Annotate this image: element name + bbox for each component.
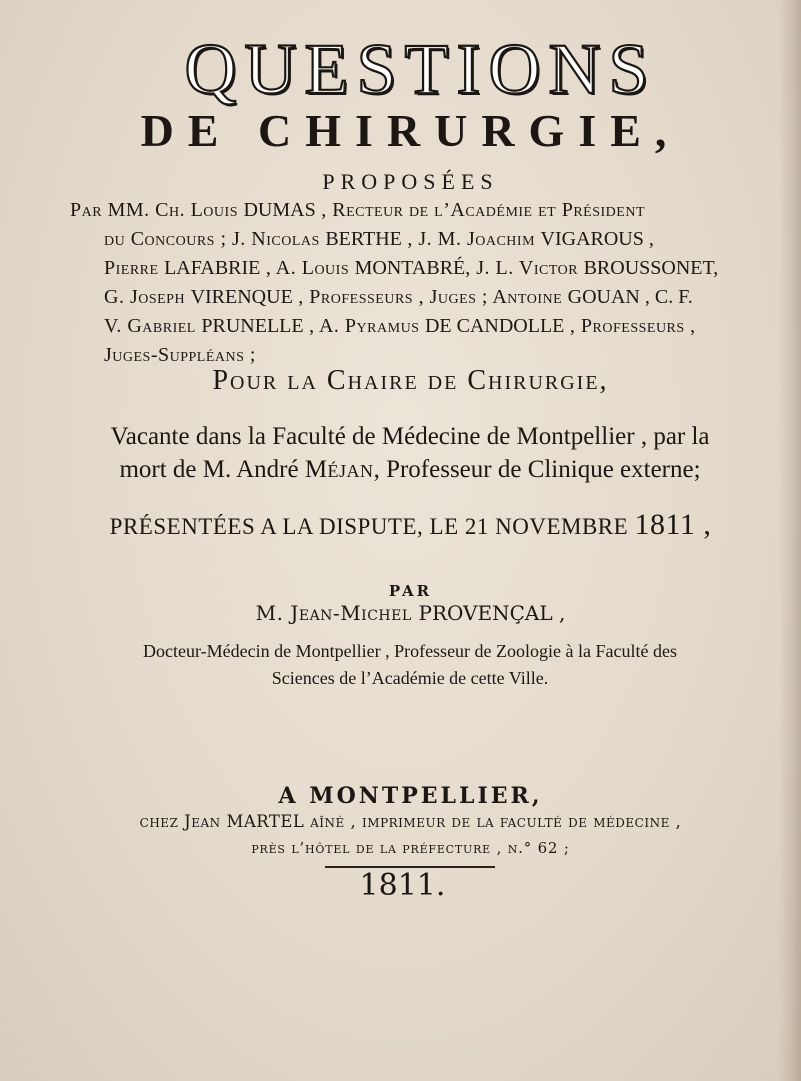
examiners-line-1: Par MM. Ch. Louis DUMAS , Recteur de l’Académie et Président: [70, 199, 645, 221]
presentation-date: PRÉSENTÉES A LA DISPUTE, LE 21 NOVEMBRE 1811 ,: [109, 508, 712, 541]
examiners-list: [70, 196, 760, 370]
credentials-line-2: Sciences de l’Académie de cette Ville.: [271, 668, 549, 688]
chaire-heading: Pour la Chaire de Chirurgie,: [212, 365, 609, 396]
proposees-heading: PROPOSÉES: [322, 169, 499, 194]
page-edge-shadow: [779, 0, 801, 1081]
examiners-line-3: Pierre LAFABRIE , A. Louis MONTABRÉ, J. L. Victor BROUSSONET,: [104, 257, 719, 279]
credentials-line-1: Docteur-Médecin de Montpellier , Professeur de Zoologie à la Faculté des: [143, 641, 677, 661]
examiners-line-4: G. Joseph VIRENQUE , Professeurs , Juges ; Antoine GOUAN , C. F.: [104, 286, 693, 308]
examiners-line-6: Juges-Suppléans ;: [104, 344, 256, 366]
printer-line: chez Jean MARTEL aîné , imprimeur de la faculté de médecine ,: [139, 812, 682, 831]
examiners-line-2: du Concours ; J. Nicolas BERTHE , J. M. Joachim VIGAROUS ,: [104, 228, 654, 250]
publication-year: 1811.: [359, 868, 446, 903]
printer-address: près l’hôtel de la préfecture , n.° 62 ;: [251, 839, 570, 857]
city-imprint: A MONTPELLIER,: [278, 783, 543, 809]
author-credentials: [60, 638, 760, 692]
subtitle: DE CHIRURGIE,: [140, 105, 681, 156]
vacancy-statement: [70, 420, 750, 486]
par-label: PAR: [388, 582, 433, 600]
vacancy-line-1: Vacante dans la Faculté de Médecine de Montpellier , par la: [110, 423, 710, 450]
main-title: QUESTIONS: [184, 29, 657, 109]
vacancy-line-2: mort de M. André Méjan, Professeur de Clinique externe;: [119, 456, 701, 483]
author-name: M. Jean-Michel PROVENÇAL ,: [255, 601, 566, 625]
examiners-line-5: V. Gabriel PRUNELLE , A. Pyramus DE CANDOLLE , Professeurs ,: [104, 315, 696, 337]
